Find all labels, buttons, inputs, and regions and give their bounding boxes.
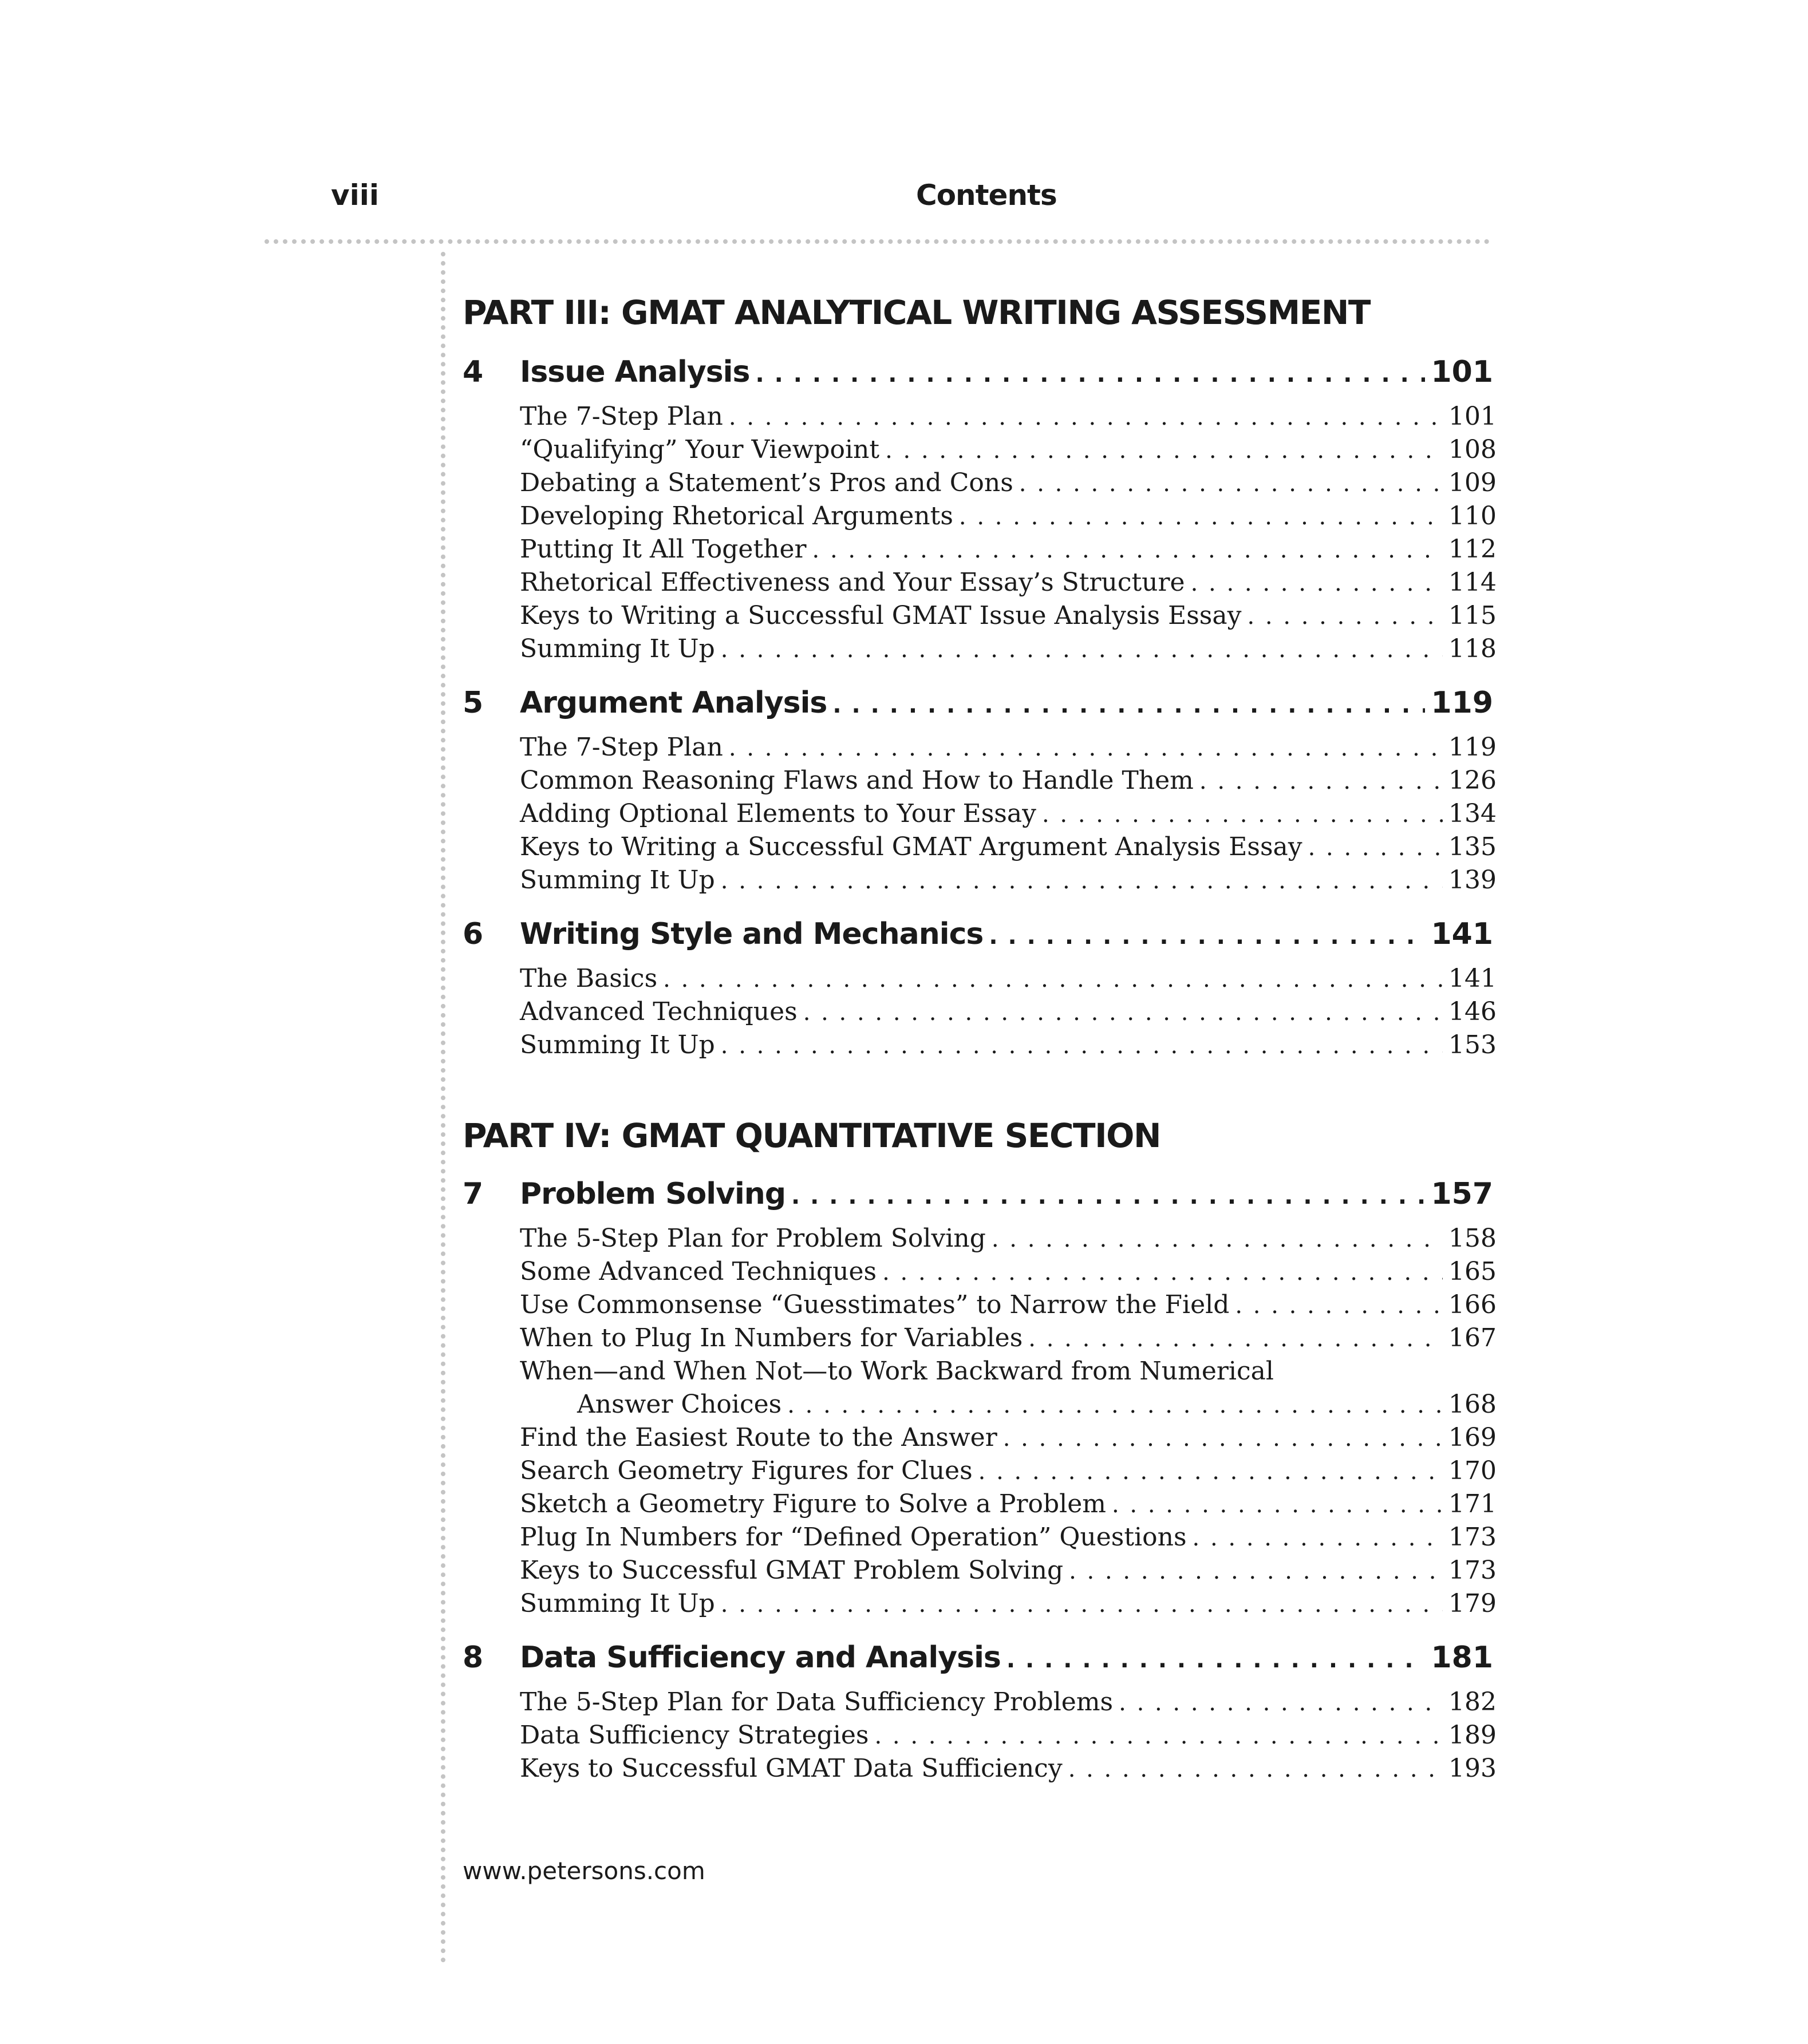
chapter-page: 141 bbox=[1431, 917, 1493, 951]
entry-page: 126 bbox=[1448, 766, 1497, 795]
entry-page: 135 bbox=[1448, 832, 1497, 861]
toc-entry bbox=[520, 1030, 1497, 1063]
entry-page: 101 bbox=[1448, 402, 1497, 431]
toc-entry bbox=[520, 1523, 1497, 1556]
dot-leader bbox=[721, 868, 1443, 894]
dot-leader bbox=[1119, 1690, 1443, 1716]
chapter-number: 6 bbox=[463, 917, 484, 951]
entry-title: The 7-Step Plan bbox=[520, 402, 723, 431]
dot-leader bbox=[992, 1226, 1443, 1252]
toc-entry bbox=[520, 865, 1497, 899]
entry-title-line-2: Answer Choices bbox=[577, 1390, 782, 1419]
toc-entry bbox=[520, 1489, 1497, 1523]
entry-page: 170 bbox=[1448, 1456, 1497, 1485]
dot-leader bbox=[1042, 801, 1443, 828]
chapter-page: 101 bbox=[1431, 355, 1493, 389]
entry-page: 115 bbox=[1448, 601, 1497, 630]
toc-entry bbox=[520, 1224, 1497, 1257]
entry-title: The Basics bbox=[520, 964, 658, 993]
entry-title: The 5-Step Plan for Data Sufficiency Problems bbox=[520, 1687, 1114, 1717]
toc-entry bbox=[520, 1556, 1497, 1589]
toc-entry bbox=[577, 1390, 1497, 1423]
dot-leader bbox=[1193, 1525, 1443, 1551]
entry-title: Common Reasoning Flaws and How to Handle Them bbox=[520, 766, 1194, 795]
dot-leader bbox=[755, 361, 1425, 388]
toc-entry bbox=[520, 501, 1497, 535]
entry-page: 182 bbox=[1448, 1687, 1497, 1717]
dot-leader bbox=[663, 966, 1443, 993]
entry-title: Adding Optional Elements to Your Essay bbox=[520, 799, 1036, 828]
entry-title: Data Sufficiency Strategies bbox=[520, 1721, 869, 1750]
toc-entry bbox=[520, 1456, 1497, 1489]
entry-title: Plug In Numbers for “Defined Operation” Questions bbox=[520, 1523, 1187, 1552]
page-number: viii bbox=[331, 179, 380, 212]
entry-title: Keys to Writing a Successful GMAT Argument Analysis Essay bbox=[520, 832, 1302, 861]
toc-entry bbox=[520, 1754, 1497, 1787]
entry-page: 167 bbox=[1448, 1323, 1497, 1353]
entry-title: Debating a Statement’s Pros and Cons bbox=[520, 468, 1013, 497]
toc-entry bbox=[520, 964, 1497, 997]
dot-leader bbox=[832, 692, 1425, 718]
toc-entry bbox=[520, 601, 1497, 634]
toc-entry bbox=[520, 997, 1497, 1030]
dot-leader bbox=[1003, 1425, 1443, 1452]
chapter-heading bbox=[463, 1177, 1493, 1217]
entry-title: Some Advanced Techniques bbox=[520, 1257, 877, 1286]
dot-leader bbox=[729, 404, 1443, 430]
dot-leader bbox=[1247, 603, 1443, 630]
entry-title: Keys to Successful GMAT Data Sufficiency bbox=[520, 1754, 1063, 1783]
chapter-heading bbox=[463, 686, 1493, 726]
entry-page: 179 bbox=[1448, 1589, 1497, 1618]
entry-title: Summing It Up bbox=[520, 1589, 715, 1618]
toc-entry bbox=[520, 733, 1497, 766]
entry-title: Summing It Up bbox=[520, 634, 715, 663]
toc-entry bbox=[520, 799, 1497, 832]
chapter-title: Problem Solving bbox=[520, 1177, 786, 1211]
dotted-vertical-rule bbox=[441, 252, 445, 1963]
entry-page: 114 bbox=[1448, 568, 1497, 597]
toc-entry bbox=[520, 568, 1497, 601]
dot-leader bbox=[1112, 1492, 1443, 1518]
entry-page: 134 bbox=[1448, 799, 1497, 828]
entry-page: 109 bbox=[1448, 468, 1497, 497]
entry-title: Rhetorical Effectiveness and Your Essay’s Structure bbox=[520, 568, 1185, 597]
entry-page: 173 bbox=[1448, 1523, 1497, 1552]
entry-page: 173 bbox=[1448, 1556, 1497, 1585]
entry-title: When to Plug In Numbers for Variables bbox=[520, 1323, 1023, 1353]
dot-leader bbox=[1068, 1756, 1443, 1782]
entry-page: 118 bbox=[1448, 634, 1497, 663]
dot-leader bbox=[959, 504, 1443, 530]
toc-entry bbox=[520, 1290, 1497, 1323]
entry-page: 139 bbox=[1448, 865, 1497, 895]
dot-leader bbox=[1069, 1558, 1443, 1584]
toc-entry bbox=[520, 1589, 1497, 1622]
dot-leader bbox=[721, 636, 1443, 663]
entry-page: 108 bbox=[1448, 435, 1497, 464]
entry-title: The 5-Step Plan for Problem Solving bbox=[520, 1224, 986, 1253]
entry-title: Search Geometry Figures for Clues bbox=[520, 1456, 973, 1485]
chapter-number: 8 bbox=[463, 1640, 484, 1675]
dot-leader bbox=[721, 1033, 1443, 1059]
dot-leader bbox=[729, 735, 1443, 761]
entry-page: 189 bbox=[1448, 1721, 1497, 1750]
dot-leader bbox=[1191, 570, 1443, 596]
dot-leader bbox=[787, 1392, 1443, 1418]
dot-leader bbox=[1308, 835, 1443, 861]
entry-title: Summing It Up bbox=[520, 865, 715, 895]
toc-entry bbox=[520, 1721, 1497, 1754]
entry-title: Find the Easiest Route to the Answer bbox=[520, 1423, 997, 1452]
toc-entry bbox=[520, 634, 1497, 667]
toc-entry bbox=[520, 468, 1497, 501]
entry-title: “Qualifying” Your Viewpoint bbox=[520, 435, 880, 464]
entry-title-line-1: When—and When Not—to Work Backward from Numerical bbox=[520, 1357, 1274, 1386]
chapter-heading bbox=[463, 1640, 1493, 1681]
chapter-title: Data Sufficiency and Analysis bbox=[520, 1640, 1001, 1675]
chapter-title: Argument Analysis bbox=[520, 686, 827, 720]
running-head: Contents bbox=[916, 179, 1057, 212]
dot-leader bbox=[989, 923, 1425, 950]
entry-page: 158 bbox=[1448, 1224, 1497, 1253]
chapter-heading bbox=[463, 917, 1493, 957]
toc-entry bbox=[520, 1323, 1497, 1357]
toc-entry bbox=[520, 402, 1497, 435]
part-title: PART IV: GMAT QUANTITATIVE SECTION bbox=[463, 1116, 1161, 1155]
chapter-page: 119 bbox=[1431, 686, 1493, 720]
toc-entry bbox=[520, 1687, 1497, 1721]
entry-title: Putting It All Together bbox=[520, 535, 807, 564]
entry-page: 146 bbox=[1448, 997, 1497, 1026]
chapter-title: Writing Style and Mechanics bbox=[520, 917, 984, 951]
entry-title: The 7-Step Plan bbox=[520, 733, 723, 762]
dot-leader bbox=[1006, 1647, 1426, 1673]
entry-page: 168 bbox=[1448, 1390, 1497, 1419]
entry-page: 165 bbox=[1448, 1257, 1497, 1286]
entry-page: 141 bbox=[1448, 964, 1497, 993]
entry-page: 169 bbox=[1448, 1423, 1497, 1452]
dot-leader bbox=[885, 437, 1443, 464]
dot-leader bbox=[721, 1591, 1443, 1618]
dot-leader bbox=[882, 1259, 1443, 1286]
toc-entry bbox=[520, 766, 1497, 799]
toc-entry bbox=[520, 1257, 1497, 1290]
entry-page: 119 bbox=[1448, 733, 1497, 762]
chapter-page: 181 bbox=[1431, 1640, 1493, 1675]
entry-title: Keys to Successful GMAT Problem Solving bbox=[520, 1556, 1064, 1585]
entry-page: 153 bbox=[1448, 1030, 1497, 1059]
toc-entry bbox=[520, 1423, 1497, 1456]
chapter-number: 7 bbox=[463, 1177, 484, 1211]
entry-title: Use Commonsense “Guesstimates” to Narrow the Field bbox=[520, 1290, 1230, 1319]
entry-page: 166 bbox=[1448, 1290, 1497, 1319]
toc-entry bbox=[520, 832, 1497, 865]
entry-page: 193 bbox=[1448, 1754, 1497, 1783]
dot-leader bbox=[1019, 471, 1443, 497]
chapter-number: 4 bbox=[463, 355, 484, 389]
dot-leader bbox=[1028, 1326, 1443, 1352]
dot-leader bbox=[1235, 1292, 1443, 1319]
entry-title: Advanced Techniques bbox=[520, 997, 798, 1026]
dot-leader bbox=[978, 1458, 1443, 1485]
entry-title: Developing Rhetorical Arguments bbox=[520, 501, 953, 531]
entry-page: 171 bbox=[1448, 1489, 1497, 1519]
entry-page: 112 bbox=[1448, 535, 1497, 564]
chapter-page: 157 bbox=[1431, 1177, 1493, 1211]
toc-entry bbox=[520, 535, 1497, 568]
dot-leader bbox=[791, 1183, 1425, 1209]
toc-entry bbox=[520, 435, 1497, 468]
dot-leader bbox=[812, 537, 1443, 563]
entry-title: Sketch a Geometry Figure to Solve a Problem bbox=[520, 1489, 1106, 1519]
dot-leader bbox=[1199, 768, 1443, 794]
dot-leader bbox=[803, 999, 1443, 1026]
chapter-number: 5 bbox=[463, 686, 484, 720]
entry-title: Summing It Up bbox=[520, 1030, 715, 1059]
dot-leader bbox=[874, 1723, 1443, 1749]
chapter-title: Issue Analysis bbox=[520, 355, 750, 389]
chapter-heading bbox=[463, 355, 1493, 395]
entry-page: 110 bbox=[1448, 501, 1497, 531]
dotted-horizontal-rule bbox=[265, 239, 1490, 244]
entry-title: Keys to Writing a Successful GMAT Issue Analysis Essay bbox=[520, 601, 1242, 630]
part-title: PART III: GMAT ANALYTICAL WRITING ASSESSMENT bbox=[463, 293, 1370, 332]
footer-website-link[interactable]: www.petersons.com bbox=[463, 1857, 705, 1885]
